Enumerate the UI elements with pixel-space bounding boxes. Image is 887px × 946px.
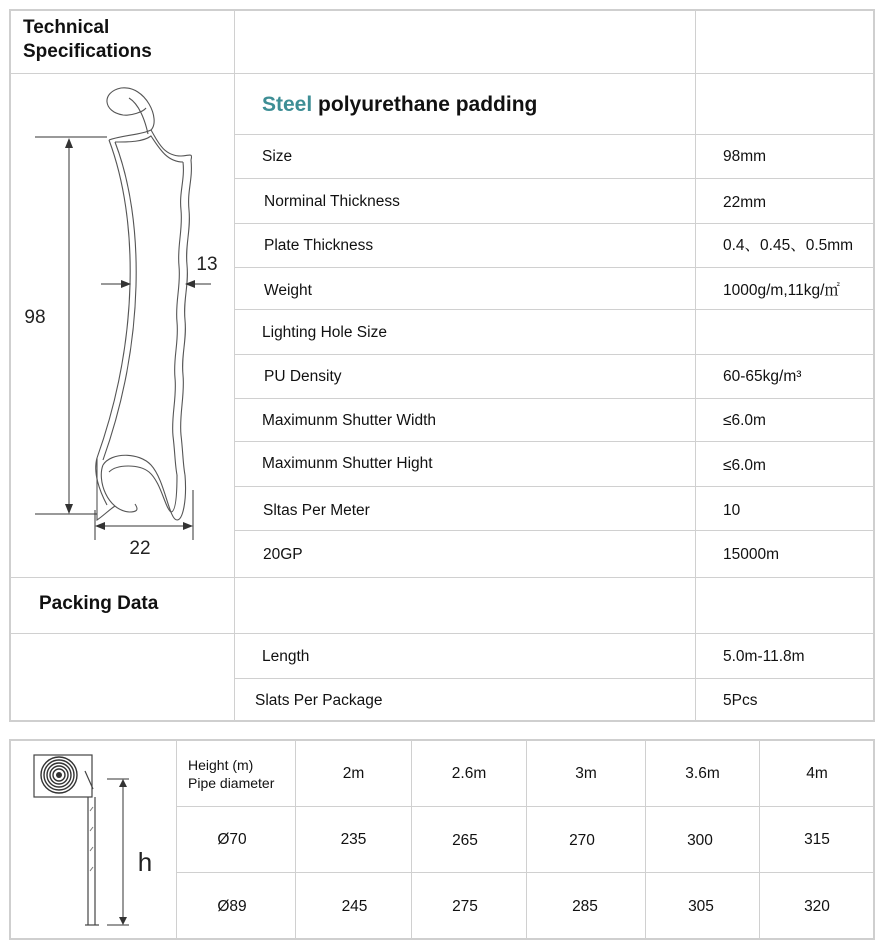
divider	[235, 354, 874, 355]
product-title-accent: Steel	[262, 93, 313, 116]
spec-label: Maximunm Shutter Hight	[262, 455, 433, 472]
divider	[235, 398, 874, 399]
pipe-value: 270	[569, 832, 595, 849]
spec-value: 1000g/m,11kg/㎡	[723, 282, 840, 299]
divider	[234, 10, 235, 721]
divider	[235, 441, 874, 442]
roller-box	[34, 755, 92, 797]
spec-value: ≤6.0m	[723, 412, 766, 429]
pipe-value: 285	[572, 898, 598, 915]
divider	[695, 10, 696, 721]
product-title-rest: polyurethane padding	[312, 93, 538, 116]
slat-outer-face	[97, 140, 130, 520]
divider	[177, 872, 874, 873]
pipe-diameter: Ø89	[217, 898, 247, 915]
dim-arrow-left	[95, 522, 105, 530]
spec-label: PU Density	[264, 368, 342, 385]
spec-header-line1: Technical	[23, 17, 110, 38]
spec-label: Sltas Per Meter	[263, 502, 370, 519]
height-header: 3.6m	[685, 765, 720, 782]
corner-line2: Pipe diameter	[188, 775, 275, 791]
spec-label: 20GP	[263, 546, 303, 563]
pipe-value: 300	[687, 832, 713, 849]
product-title	[262, 92, 537, 118]
packing-header: Packing Data	[39, 593, 159, 614]
divider	[235, 486, 874, 487]
spec-value: 60-65kg/m³	[723, 368, 802, 385]
packing-value: 5Pcs	[723, 692, 758, 709]
packing-label: Length	[262, 648, 310, 665]
roller-diagram	[11, 741, 175, 937]
pipe-value: 235	[340, 831, 367, 848]
pipe-value: 275	[452, 898, 478, 915]
spec-value: 15000m	[723, 546, 780, 563]
pipe-table-corner	[188, 756, 274, 792]
dim-arrow-up	[65, 138, 73, 148]
height-header: 4m	[806, 765, 828, 782]
packing-label: Slats Per Package	[255, 692, 383, 709]
spec-label: Weight	[264, 282, 312, 299]
height-header: 2m	[342, 765, 365, 782]
pipe-diameter: Ø70	[217, 831, 247, 848]
divider	[10, 73, 874, 74]
slat-inner-face	[181, 160, 192, 475]
roller-axle	[56, 772, 62, 778]
divider	[235, 223, 874, 224]
dim-arrow-right	[183, 522, 193, 530]
spec-header	[23, 16, 152, 64]
corner-line1: Height (m)	[188, 757, 254, 773]
spec-label: Plate Thickness	[264, 237, 374, 254]
height-header: 2.6m	[451, 765, 487, 782]
divider	[235, 309, 874, 310]
packing-value: 5.0m-11.8m	[723, 648, 805, 665]
divider	[235, 678, 874, 679]
divider	[235, 530, 874, 531]
spec-header-line2: Specifications	[23, 41, 152, 62]
pipe-value: 315	[804, 831, 830, 848]
spec-value: 10	[723, 502, 741, 519]
slat-profile-diagram	[11, 80, 233, 570]
spec-value: 0.4、0.45、0.5mm	[723, 237, 854, 254]
spec-label: Norminal Thickness	[264, 193, 400, 210]
height-header: 3m	[575, 765, 597, 782]
spec-value: 22mm	[723, 194, 767, 211]
spec-label: Maximunm Shutter Width	[262, 412, 436, 429]
spec-label: Lighting Hole Size	[262, 324, 387, 341]
pipe-value: 245	[341, 898, 368, 915]
slat-top-hook	[107, 88, 154, 130]
dim-arrow-down	[65, 504, 73, 514]
divider	[235, 178, 874, 179]
divider	[10, 633, 874, 634]
dim-arrow-up	[119, 779, 127, 787]
height-dim-label: h	[137, 847, 153, 877]
divider	[235, 134, 874, 135]
dim-label-thickness: 13	[196, 254, 218, 275]
pipe-value: 305	[688, 898, 714, 915]
spec-label: Size	[262, 148, 293, 165]
spec-value: 98mm	[723, 148, 767, 165]
spec-value: ≤6.0m	[723, 457, 766, 474]
dim-label-height: 98	[24, 307, 46, 328]
dim-label-width: 22	[129, 538, 151, 559]
divider	[10, 577, 874, 578]
divider	[177, 806, 874, 807]
pipe-value: 320	[804, 898, 830, 915]
dim-arrow-down	[119, 917, 127, 925]
divider	[235, 267, 874, 268]
pipe-value: 265	[452, 832, 478, 849]
